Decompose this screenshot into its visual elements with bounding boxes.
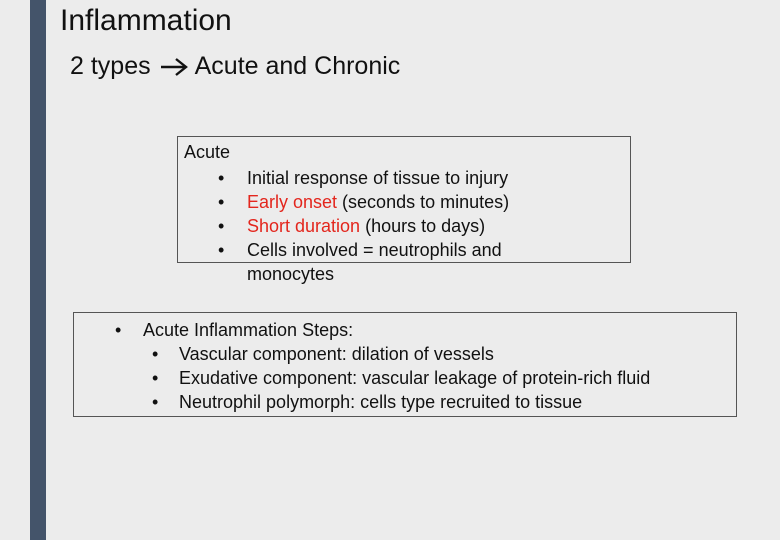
- acute-heading: Acute: [184, 142, 231, 162]
- list-item: [218, 190, 548, 214]
- item-text: (seconds to minutes): [337, 192, 510, 212]
- slide-side-bar: [30, 0, 46, 540]
- emphasis-text: Short duration: [247, 216, 361, 236]
- right-arrow-icon: [159, 57, 189, 77]
- steps-heading-text: Acute Inflammation Steps:: [143, 320, 354, 340]
- bullet: •: [152, 392, 159, 412]
- item-text: Cells involved = neutrophils and monocytes: [247, 240, 502, 284]
- item-text: Exudative component: vascular leakage of protein-rich fluid: [179, 368, 651, 388]
- steps-list: [152, 342, 650, 414]
- item-text: Initial response of tissue to injury: [247, 168, 509, 188]
- bullet: •: [152, 368, 159, 388]
- bullet: •: [115, 320, 122, 340]
- acute-list: [218, 166, 548, 286]
- list-item: [152, 390, 650, 414]
- bullet: •: [218, 216, 225, 236]
- list-item: [152, 342, 650, 366]
- steps-heading: [115, 318, 353, 342]
- item-text: (hours to days): [360, 216, 486, 236]
- bullet: •: [152, 344, 159, 364]
- subtitle-prefix: 2 types: [70, 52, 151, 80]
- bullet: •: [218, 240, 225, 260]
- list-item: [218, 238, 548, 286]
- bullet: •: [218, 192, 225, 212]
- bullet: •: [218, 168, 225, 188]
- subtitle-suffix: Acute and Chronic: [194, 52, 401, 80]
- list-item: [218, 214, 548, 238]
- item-text: Vascular component: dilation of vessels: [179, 344, 494, 364]
- slide-title: Inflammation: [60, 4, 232, 37]
- emphasis-text: Early onset: [247, 192, 338, 212]
- list-item: [218, 166, 548, 190]
- item-text: Neutrophil polymorph: cells type recruited to tissue: [179, 392, 583, 412]
- slide-subtitle: [70, 52, 400, 81]
- list-item: [152, 366, 650, 390]
